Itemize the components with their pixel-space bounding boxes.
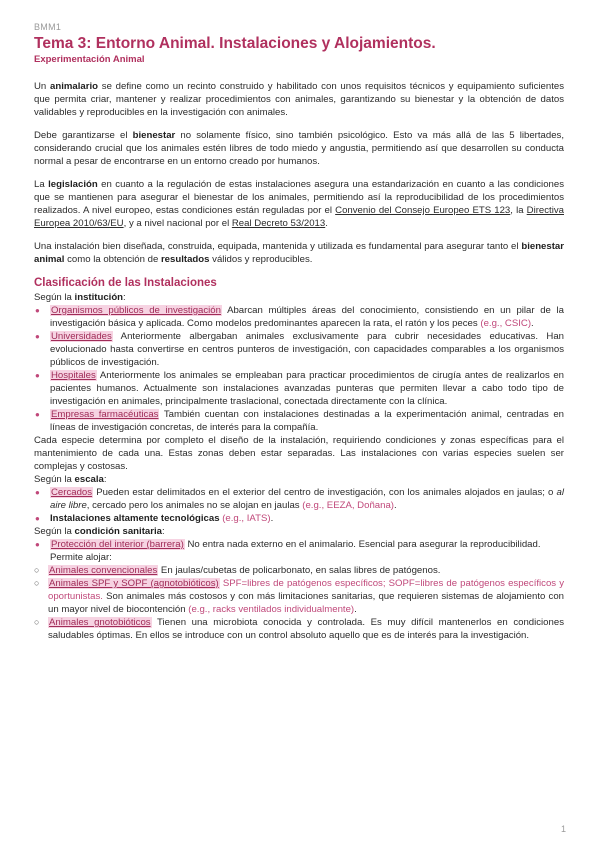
list-item: ● Universidades Anteriormente albergaban animales exclusivamente para cubrir necesidades educativas. Han evolucionado hasta convertirse en centros punteros de investigación, con capacidades comparables a los organismos públicos de investigación. xyxy=(34,330,564,369)
institucion-list xyxy=(34,304,564,434)
sanitaria-list xyxy=(34,538,564,551)
list-item: ● Organismos públicos de investigación Abarcan múltiples áreas del conocimiento, consistiendo en un pilar de la investigación básica y aplicada. Como modelos predominantes aparecen la rata, el ratón y los peces (e.g., CSIC). xyxy=(34,304,564,330)
alojamiento-list xyxy=(34,564,564,642)
paragraph-especie: Cada especie determina por completo el diseño de la instalación, requiriendo condiciones y zonas específicas para el mantenimiento de cada una. Estas zonas deben estar separadas. Las instalaciones con varias especies suelen ser complejas y costosas. xyxy=(34,435,564,472)
permite-label: Permite alojar: xyxy=(50,552,112,563)
list-item: ● Instalaciones altamente tecnológicas (e.g., IATS). xyxy=(34,512,564,525)
page-number: 1 xyxy=(560,824,566,834)
paragraph-animalario: Un animalario se define como un recinto construido y habilitado con unos requisitos técnicos y equipamiento suficientes que permita criar, mantener y realizar procedimientos con animales, garantizando su bienestar y la obtención de datos validables y reproducibles en la investigación con animales. xyxy=(34,81,564,118)
list-item: ○ Animales convencionales En jaulas/cubetas de policarbonato, en salas libres de patógenos. xyxy=(34,564,564,577)
list-item: ● Cercados Pueden estar delimitados en el exterior del centro de investigación, con los animales alojados en jaulas; o al aire libre, cercado pero los animales no se alojan en jaulas (e.g., EEZA, Doñana). xyxy=(34,486,564,512)
paragraph-bienestar: Debe garantizarse el bienestar no solamente físico, sino también psicológico. Esto va más allá de las 5 libertades, considerando crucial que los animales estén libres de todo miedo y angustia, permitiendo así que desarrollen su conducta normal a pesar de encontrarse en un entorno creado por humanos. xyxy=(34,130,564,167)
link-directiva-2010[interactable]: Directiva Europea 2010/63/EU xyxy=(34,205,564,229)
escala-list xyxy=(34,486,564,525)
criterion-sanitaria: Según la condición sanitaria: xyxy=(34,526,165,537)
section-heading: Clasificación de las Instalaciones xyxy=(34,277,217,289)
paragraph-legislacion: La legislación en cuanto a la regulación de estas instalaciones asegura una estandarización en cuanto a las condiciones que se mantienen para asegurar el bienestar de los animales, permitiendo así la reproducibilidad de los procedimientos realizados. A nivel europeo, estas condiciones están reguladas por el Convenio del Consejo Europeo ETS 123, la Directiva Europea 2010/63/EU, y a nivel nacional por el Real Decreto 53/2013. xyxy=(34,179,564,229)
list-item: ● Protección del interior (barrera) No entra nada externo en el animalario. Esencial para asegurar la reproducibilidad. xyxy=(34,538,564,551)
link-ets-123[interactable]: Convenio del Consejo Europeo ETS 123 xyxy=(335,205,511,216)
page-title: Tema 3: Entorno Animal. Instalaciones y Alojamientos. xyxy=(34,35,436,52)
list-item: ● Empresas farmacéuticas También cuentan con instalaciones destinadas a la experimentación animal, centradas en líneas de investigación concretas, de interés para la compañía. xyxy=(34,408,564,434)
list-item: ○ Animales gnotobióticos Tienen una microbiota conocida y controlada. Es muy difícil mantenerlos en condiciones saludables óptimas. En ellos se introduce con un control absoluto aquello que es de interés para la investigación. xyxy=(34,616,564,642)
list-item: ○ Animales SPF y SOPF (agnotobióticos) SPF=libres de patógenos específicos; SOPF=libres de patógenos específicos y oportunistas. Son animales más costosos y con más limitaciones sanitarias, que requieren sistemas de alojamiento con un mayor nivel de biocontención (e.g., racks ventilados individualmente). xyxy=(34,577,564,616)
document-page xyxy=(34,22,564,642)
criterion-escala: Según la escala: xyxy=(34,474,107,485)
page-subtitle: Experimentación Animal xyxy=(34,54,145,65)
criterion-institucion: Según la institución: xyxy=(34,292,126,303)
paragraph-instalacion: Una instalación bien diseñada, construida, equipada, mantenida y utilizada es fundamental para asegurar tanto el bienestar animal como la obtención de resultados válidos y reproducibles. xyxy=(34,241,564,265)
link-real-decreto[interactable]: Real Decreto 53/2013 xyxy=(231,218,326,229)
course-code: BMM1 xyxy=(34,22,62,32)
list-item: ● Hospitales Anteriormente los animales se empleaban para practicar procedimientos de cirugía antes de realizarlos en pacientes humanos. Actualmente son instalaciones avanzadas punteras que permiten llevar a cabo todo tipo de investigación en animales, principalmente traslacional, conectada directamente con la clínica. xyxy=(34,369,564,408)
